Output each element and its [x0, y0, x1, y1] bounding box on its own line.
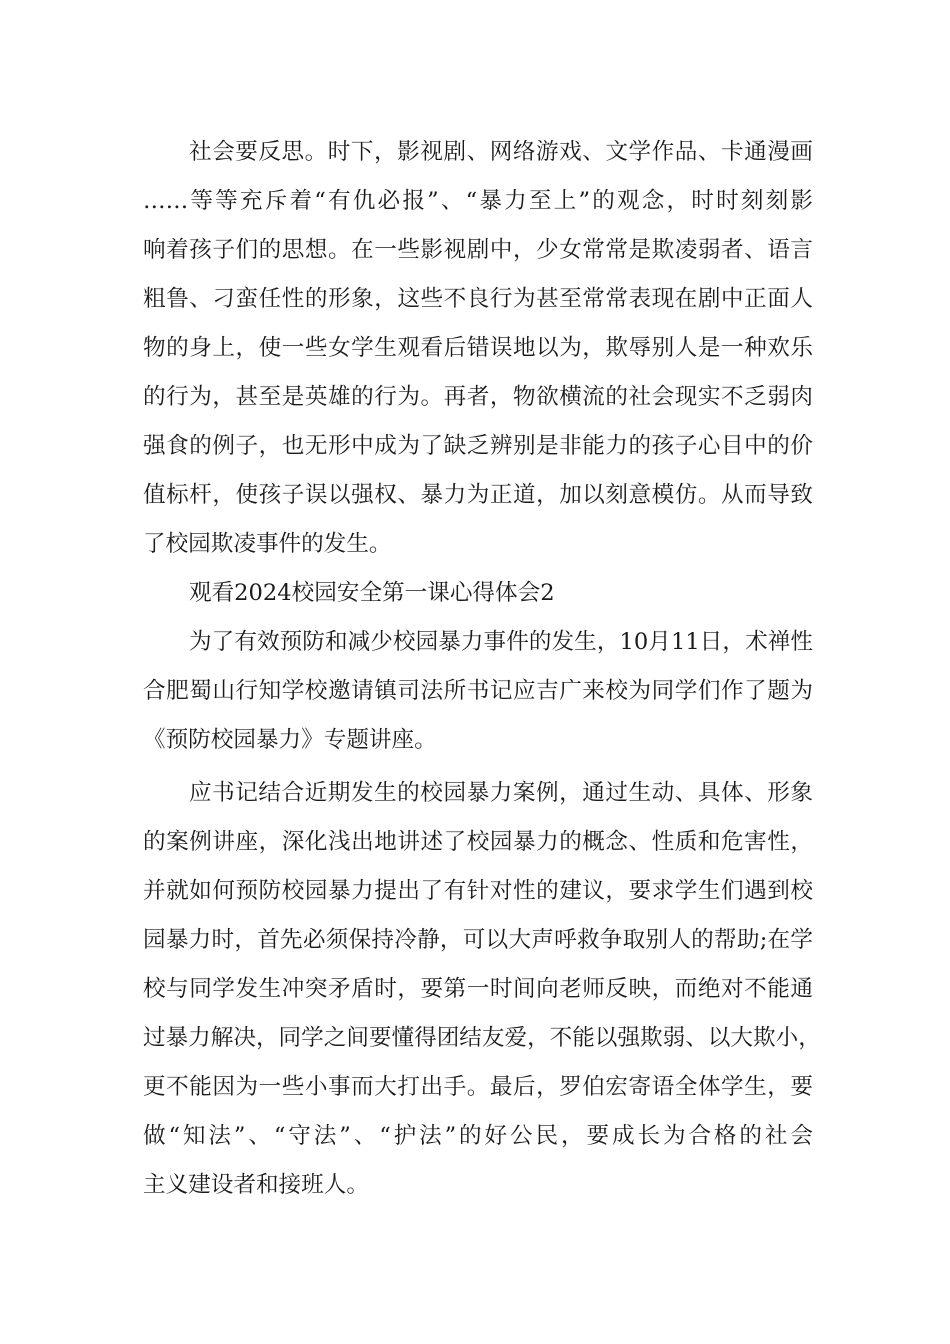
section-heading — [143, 569, 813, 618]
heading-text: 观看2024校园安全第一课心得体会2 — [189, 580, 555, 606]
paragraph-social-reflection — [143, 128, 813, 569]
text-line: 做“知法”、“守法”、“护法”的好公民，要成长为合格的社会 — [143, 1123, 813, 1149]
text-line: ……等等充斥着“有仇必报”、“暴力至上”的观念，时时刻刻影 — [143, 188, 813, 214]
text-line: 了校园欺凌事件的发生。 — [143, 531, 392, 557]
document-body — [143, 128, 821, 1210]
text-line: 社会要反思。时下，影视剧、网络游戏、文学作品、卡通漫画 — [189, 139, 813, 165]
text-line: 应书记结合近期发生的校园暴力案例，通过生动、具体、形象 — [189, 780, 813, 806]
text-line: 响着孩子们的思想。在一些影视剧中，少女常常是欺凌弱者、语言 — [143, 237, 813, 263]
text-line: 园暴力时，首先必须保持冷静，可以大声呼救争取别人的帮助;在学 — [143, 927, 813, 953]
text-line: 主义建设者和接班人。 — [143, 1172, 369, 1198]
text-line: 更不能因为一些小事而大打出手。最后，罗伯宏寄语全体学生，要 — [143, 1074, 813, 1100]
paragraph-lecture-content — [143, 769, 821, 1210]
text-line: 并就如何预防校园暴力提出了有针对性的建议，要求学生们遇到校 — [143, 878, 813, 904]
text-line: 值标杆，使孩子误以强权、暴力为正道，加以刻意模仿。从而导致 — [143, 482, 813, 508]
text-line: 的案例讲座，深化浅出地讲述了校园暴力的概念、性质和危害性， — [143, 829, 813, 855]
text-line: 过暴力解决，同学之间要懂得团结友爱，不能以强欺弱、以大欺小， — [143, 1025, 821, 1051]
paragraph-lecture-intro — [143, 618, 813, 765]
text-line: 的行为，甚至是英雄的行为。再者，物欲横流的社会现实不乏弱肉 — [143, 384, 813, 410]
text-line: 粗鲁、刁蛮任性的形象，这些不良行为甚至常常表现在剧中正面人 — [143, 286, 813, 312]
text-line: 强食的例子，也无形中成为了缺乏辨别是非能力的孩子心目中的价 — [143, 433, 813, 459]
text-line: 校与同学发生冲突矛盾时，要第一时间向老师反映，而绝对不能通 — [143, 976, 813, 1002]
text-line: 《预防校园暴力》专题讲座。 — [143, 727, 437, 753]
text-line: 为了有效预防和减少校园暴力事件的发生，10月11日，术禅性 — [189, 629, 813, 655]
text-line: 物的身上，使一些女学生观看后错误地以为，欺辱别人是一种欢乐 — [143, 335, 813, 361]
text-line: 合肥蜀山行知学校邀请镇司法所书记应吉广来校为同学们作了题为 — [143, 678, 813, 704]
